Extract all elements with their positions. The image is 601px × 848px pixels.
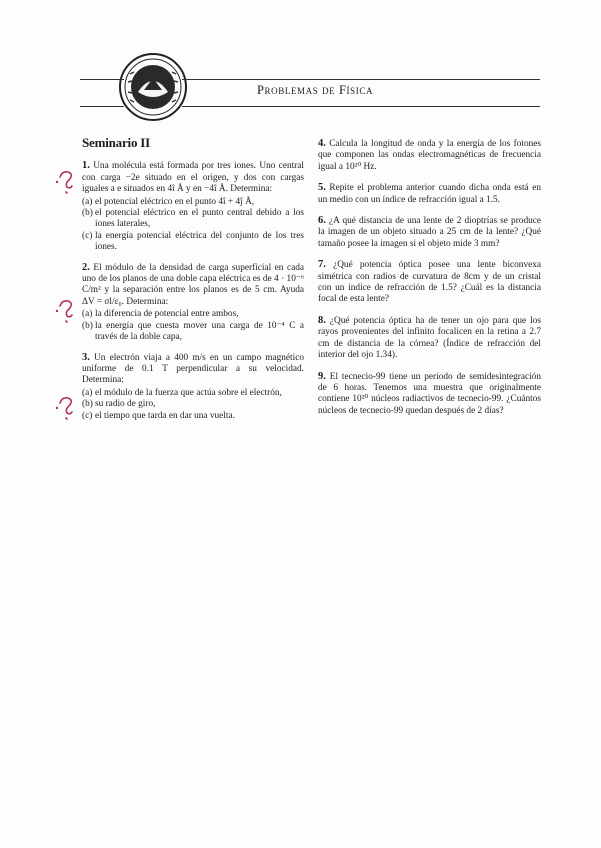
subitem-text: la energía potencial eléctrica del conjunto de los tres iones. — [95, 230, 304, 253]
problem-1 — [82, 160, 304, 253]
problem-text: Repite el problema anterior cuando dicha onda está en un medio con un índice de refracción igual a 1.5. — [318, 183, 541, 205]
problem-subitem — [82, 231, 304, 254]
problem-text: ¿Qué potencia óptica posee una lente biconvexa simétrica con radios de curvatura de 8cm y de un cristal con un índice de refracción de 1.5? ¿Cuál es la distancia focal de esta lente? — [318, 260, 541, 305]
subitem-label: (a) — [82, 387, 93, 398]
subitem-label: (b) — [82, 399, 93, 410]
header-rule-left-bottom — [80, 106, 124, 107]
header-rule-right-bottom — [182, 106, 540, 107]
header-rule-left-top — [80, 79, 124, 80]
problem-number: 9. — [318, 370, 326, 382]
subitem-text: el módulo de la fuerza que actúa sobre el electrón, — [95, 387, 282, 398]
problem-number: 3. — [82, 351, 90, 363]
problem-5 — [318, 182, 541, 206]
problem-text: Un electrón viaja a 400 m/s en un campo magnético uniforme de 0.1 T perpendicular a su velocidad. Determina: — [82, 352, 304, 386]
subitem-label: (c) — [82, 410, 93, 421]
problem-subitem — [82, 388, 304, 399]
problem-7 — [318, 259, 541, 306]
subitem-label: (b) — [82, 320, 93, 331]
section-title: Seminario II — [82, 135, 151, 150]
header-title: Problemas de Física — [257, 83, 374, 97]
problem-subitem — [82, 309, 304, 320]
problem-3 — [82, 352, 304, 422]
problem-8 — [318, 315, 541, 362]
handwritten-question-mark-icon — [52, 394, 80, 422]
problem-number: 1. — [82, 160, 90, 172]
problem-text: Una molécula está formada por tres iones. Uno central con carga −2e situado en el origen, y dos con cargas iguales a e situados en 4î Å y en −4î Å. Determina: — [82, 161, 304, 195]
subitem-text: el potencial eléctrico en el punto 4î + 4ĵ Å, — [95, 196, 255, 207]
problem-9 — [318, 371, 541, 418]
university-seal-logo — [118, 52, 188, 122]
problem-number: 8. — [318, 314, 326, 326]
problem-number: 6. — [318, 215, 326, 227]
subitem-label: (b) — [82, 208, 93, 219]
problem-number: 5. — [318, 182, 326, 194]
problem-text: El módulo de la densidad de carga superficial en cada uno de los planos de una doble capa eléctrica es de 4 · 10⁻⁶ C/m² y la separación entre los planos es de 5 cm. Ayuda ΔV = σl/ε₀. Determina: — [82, 262, 304, 307]
problem-subitem — [82, 321, 304, 344]
problem-text: El tecnecio-99 tiene un período de semidesintegración de 6 horas. Tenemos una muestra que originalmente contiene 10²⁰ núcleos radiactivos de tecnecio-99. ¿Cuántos núcleos de tecnecio-99 quedan después de 2 días? — [318, 371, 541, 416]
subitem-label: (a) — [82, 309, 93, 320]
subitem-label: (c) — [82, 230, 93, 241]
subitem-text: la energía que cuesta mover una carga de 10⁻⁴ C a través de la doble capa, — [95, 320, 304, 343]
problem-number: 4. — [318, 138, 326, 149]
problem-subitem — [82, 208, 304, 231]
header-rule-right-top — [182, 79, 540, 80]
problem-text: ¿A qué distancia de una lente de 2 dioptrías se produce la imagen de un objeto situado a 25 cm de la lente? ¿Qué tamaño posee la imagen si el objeto mide 3 mm? — [318, 216, 542, 249]
problem-4 — [318, 138, 541, 173]
problem-number: 7. — [318, 259, 326, 271]
left-column — [82, 137, 304, 430]
problem-subitem — [82, 197, 304, 208]
right-column — [318, 138, 541, 426]
problem-number: 2. — [82, 261, 90, 273]
subitem-text: el tiempo que tarda en dar una vuelta. — [95, 410, 235, 421]
problem-6 — [318, 215, 541, 250]
subitem-text: su radio de giro, — [95, 399, 156, 410]
problem-subitem — [82, 399, 304, 410]
problem-2 — [82, 262, 304, 344]
subitem-label: (a) — [82, 196, 93, 207]
subitem-text: el potencial eléctrico en el punto central debido a los iones laterales, — [95, 208, 304, 230]
problem-subitem — [82, 411, 304, 422]
problem-text: ¿Qué potencia óptica ha de tener un ojo para que los rayos provenientes del infinito focalicen en la retina a 2.7 cm de distancia de la córnea? (Índice de refracción del interior del ojo 1.34). — [318, 315, 542, 361]
handwritten-question-mark-icon — [52, 297, 80, 325]
problem-text: Calcula la longitud de onda y la energía de los fotones que componen las ondas electromagnéticas de frecuencia igual a 10²⁰ Hz. — [318, 139, 541, 172]
subitem-text: la diferencia de potencial entre ambos, — [95, 309, 239, 320]
handwritten-question-mark-icon — [52, 168, 80, 196]
